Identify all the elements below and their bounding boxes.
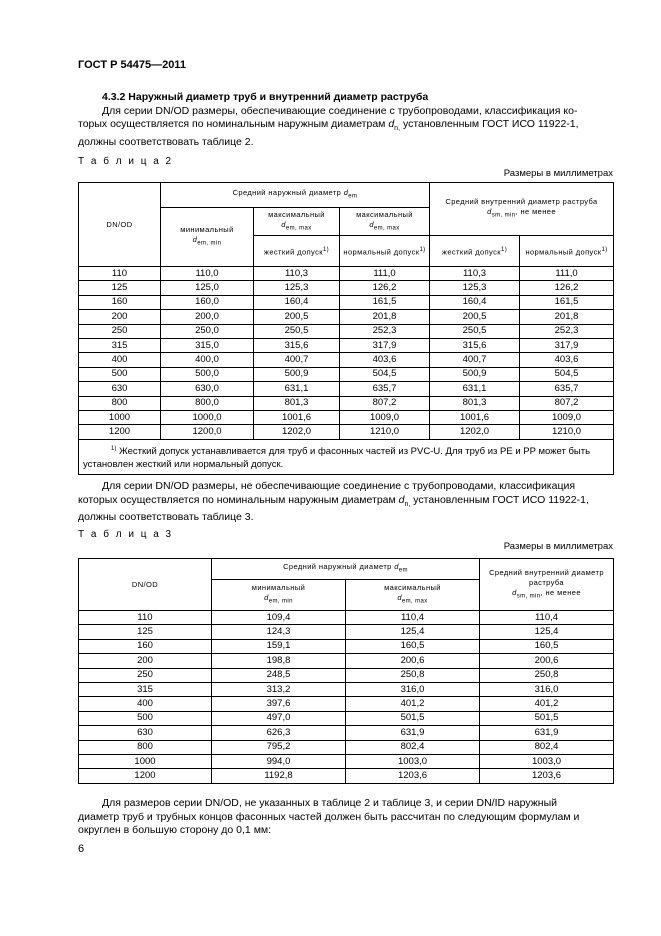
cell-value: 1210,0 bbox=[520, 425, 614, 439]
cell-value: 795,2 bbox=[212, 740, 346, 754]
cell-value: 400,7 bbox=[254, 353, 340, 367]
header-inner-diameter: Средний внутренний диаметр раструба $d_{sm, min}$, не менее bbox=[480, 559, 614, 611]
cell-dnod: 400 bbox=[79, 697, 212, 711]
header-rigid-tolerance-socket: жесткий допуск$^{1)}$ bbox=[430, 236, 520, 267]
cell-value: 200,5 bbox=[254, 310, 340, 324]
cell-value: 126,2 bbox=[340, 281, 430, 295]
cell-dnod: 500 bbox=[79, 367, 161, 381]
cell-value: 500,9 bbox=[254, 367, 340, 381]
cell-value: 401,2 bbox=[346, 697, 480, 711]
cell-dnod: 125 bbox=[79, 625, 212, 639]
cell-dnod: 800 bbox=[79, 740, 212, 754]
cell-dnod: 315 bbox=[79, 338, 161, 352]
cell-value: 630,0 bbox=[161, 382, 254, 396]
table2-footnote: $^{1)}$ Жесткий допуск устанавливается для труб и фасонных частей из PVC-U. Для труб из PE и PP может быть установлен жесткий или нормальный допуск. bbox=[79, 439, 614, 474]
cell-value: 1003,0 bbox=[346, 754, 480, 768]
cell-value: 161,5 bbox=[520, 295, 614, 309]
cell-value: 500,9 bbox=[430, 367, 520, 381]
cell-value: 1192,8 bbox=[212, 769, 346, 783]
cell-dnod: 1200 bbox=[79, 769, 212, 783]
cell-value: 201,8 bbox=[340, 310, 430, 324]
cell-dnod: 1000 bbox=[79, 754, 212, 768]
cell-value: 1001,6 bbox=[254, 410, 340, 424]
cell-value: 317,9 bbox=[340, 338, 430, 352]
table-row bbox=[79, 310, 614, 324]
table-row bbox=[79, 267, 614, 281]
cell-value: 110,3 bbox=[430, 267, 520, 281]
header-max: максимальный $d_{em, max}$ bbox=[346, 580, 480, 611]
cell-value: 200,0 bbox=[161, 310, 254, 324]
section-heading: 4.3.2 Наружный диаметр труб и внутренний диаметр раструба bbox=[102, 91, 429, 103]
paragraph-2 bbox=[78, 480, 613, 525]
table-row bbox=[79, 281, 614, 295]
cell-value: 110,4 bbox=[480, 611, 614, 625]
cell-value: 252,3 bbox=[340, 324, 430, 338]
cell-value: 160,5 bbox=[480, 639, 614, 653]
table-row bbox=[79, 353, 614, 367]
table-row bbox=[79, 726, 614, 740]
header-outer-diameter: Средний наружный диаметр $d_{em}$ bbox=[212, 559, 480, 580]
cell-dnod: 110 bbox=[79, 267, 161, 281]
table-row bbox=[79, 668, 614, 682]
table-row bbox=[79, 382, 614, 396]
table-3 bbox=[78, 558, 614, 784]
cell-value: 397,6 bbox=[212, 697, 346, 711]
cell-value: 807,2 bbox=[340, 396, 430, 410]
table-row bbox=[79, 711, 614, 725]
text-fragment: установленным ГОСТ ИСО 11922-1, bbox=[413, 493, 589, 506]
cell-value: 250,5 bbox=[430, 324, 520, 338]
cell-dnod: 160 bbox=[79, 295, 161, 309]
table-row bbox=[79, 611, 614, 625]
table-row bbox=[79, 754, 614, 768]
cell-value: 1009,0 bbox=[340, 410, 430, 424]
table3-caption: Т а б л и ц а 3 bbox=[78, 529, 174, 540]
cell-value: 403,6 bbox=[520, 353, 614, 367]
paragraph-line: Для серии DN/OD размеры, не обеспечивающие соединение с трубопроводами, классификация bbox=[102, 480, 576, 492]
cell-dnod: 500 bbox=[79, 711, 212, 725]
cell-value: 250,5 bbox=[254, 324, 340, 338]
table-row bbox=[79, 740, 614, 754]
cell-value: 252,3 bbox=[520, 324, 614, 338]
paragraph-line bbox=[78, 494, 613, 512]
cell-value: 315,0 bbox=[161, 338, 254, 352]
cell-value: 125,3 bbox=[430, 281, 520, 295]
cell-value: 125,3 bbox=[254, 281, 340, 295]
table-row bbox=[79, 425, 614, 439]
cell-value: 201,8 bbox=[520, 310, 614, 324]
table-row bbox=[79, 682, 614, 696]
cell-value: 200,6 bbox=[346, 654, 480, 668]
cell-value: 631,1 bbox=[254, 382, 340, 396]
paragraph-line: Для серии DN/OD размеры, обеспечивающие соединение с трубопроводами, классификация ко- bbox=[102, 104, 578, 117]
cell-value: 1001,6 bbox=[430, 410, 520, 424]
cell-value: 631,9 bbox=[346, 726, 480, 740]
table-row bbox=[79, 654, 614, 668]
cell-value: 501,5 bbox=[346, 711, 480, 725]
cell-value: 111,0 bbox=[340, 267, 430, 281]
cell-value: 400,7 bbox=[430, 353, 520, 367]
cell-value: 801,3 bbox=[430, 396, 520, 410]
cell-value: 1202,0 bbox=[430, 425, 520, 439]
header-min: минимальный $d_{em, min}$ bbox=[161, 208, 254, 267]
cell-value: 317,9 bbox=[520, 338, 614, 352]
cell-value: 800,0 bbox=[161, 396, 254, 410]
table-row bbox=[79, 697, 614, 711]
cell-value: 125,4 bbox=[346, 625, 480, 639]
text-fragment: которых осуществляется по номинальным наружным диаметрам bbox=[78, 493, 396, 506]
cell-value: 109,4 bbox=[212, 611, 346, 625]
header-normal-tolerance: нормальный допуск$^{1)}$ bbox=[340, 236, 430, 267]
cell-value: 313,2 bbox=[212, 682, 346, 696]
paragraph-line: Для размеров серии DN/OD, не указанных в таблице 2 и таблице 3, и серии DN/ID наружный bbox=[102, 797, 557, 809]
paragraph-line bbox=[78, 118, 613, 136]
header-max-rigid: максимальный $d_{em, max}$ bbox=[254, 208, 340, 236]
cell-dnod: 200 bbox=[79, 310, 161, 324]
table-2 bbox=[78, 182, 614, 475]
cell-value: 626,3 bbox=[212, 726, 346, 740]
header-outer-diameter: Средний наружный диаметр $d_{em}$ bbox=[161, 183, 430, 208]
cell-value: 111,0 bbox=[520, 267, 614, 281]
table-row bbox=[79, 396, 614, 410]
cell-value: 200,6 bbox=[480, 654, 614, 668]
cell-value: 160,5 bbox=[346, 639, 480, 653]
cell-dnod: 630 bbox=[79, 382, 161, 396]
cell-value: 160,4 bbox=[430, 295, 520, 309]
cell-value: 504,5 bbox=[520, 367, 614, 381]
header-min: минимальный $d_{em, min}$ bbox=[212, 580, 346, 611]
document-code: ГОСТ Р 54475—2011 bbox=[78, 59, 186, 71]
table-row bbox=[79, 324, 614, 338]
cell-value: 316,0 bbox=[346, 682, 480, 696]
cell-value: 161,5 bbox=[340, 295, 430, 309]
cell-value: 1203,6 bbox=[346, 769, 480, 783]
paragraph-line: диаметр труб и трубных концов фасонных частей должен быть рассчитан по следующим формулам и bbox=[78, 810, 580, 823]
table-row bbox=[79, 625, 614, 639]
header-max-normal: максимальный $d_{em, max}$ bbox=[340, 208, 430, 236]
cell-value: 401,2 bbox=[480, 697, 614, 711]
cell-value: 110,3 bbox=[254, 267, 340, 281]
header-dnod: DN/OD bbox=[79, 183, 161, 267]
cell-dnod: 200 bbox=[79, 654, 212, 668]
table2-units: Размеры в миллиметрах bbox=[503, 168, 613, 179]
cell-value: 248,5 bbox=[212, 668, 346, 682]
cell-value: 1203,6 bbox=[480, 769, 614, 783]
text-fragment: установленным ГОСТ ИСО 11922-1, bbox=[402, 118, 579, 130]
cell-value: 250,8 bbox=[480, 668, 614, 682]
header-inner-diameter: Средний внутренний диаметр раструба $d_{sm, min}$, не менее bbox=[430, 183, 614, 236]
table-row bbox=[79, 367, 614, 381]
symbol: d bbox=[398, 493, 405, 506]
cell-value: 635,7 bbox=[340, 382, 430, 396]
cell-value: 160,4 bbox=[254, 295, 340, 309]
cell-value: 315,6 bbox=[430, 338, 520, 352]
cell-dnod: 250 bbox=[79, 668, 212, 682]
symbol-subscript: n, bbox=[404, 500, 411, 508]
cell-value: 403,6 bbox=[340, 353, 430, 367]
cell-value: 316,0 bbox=[480, 682, 614, 696]
cell-value: 497,0 bbox=[212, 711, 346, 725]
page-number: 6 bbox=[78, 843, 85, 855]
table-row bbox=[79, 769, 614, 783]
cell-value: 110,0 bbox=[161, 267, 254, 281]
cell-value: 315,6 bbox=[254, 338, 340, 352]
cell-dnod: 400 bbox=[79, 353, 161, 367]
cell-value: 160,0 bbox=[161, 295, 254, 309]
cell-value: 631,1 bbox=[430, 382, 520, 396]
header-rigid-tolerance: жесткий допуск$^{1)}$ bbox=[254, 236, 340, 267]
cell-value: 501,5 bbox=[480, 711, 614, 725]
cell-value: 159,1 bbox=[212, 639, 346, 653]
symbol: d bbox=[388, 118, 395, 130]
cell-value: 1210,0 bbox=[340, 425, 430, 439]
table-row bbox=[79, 295, 614, 309]
paragraph-line: округлен в большую сторону до 0,1 мм: bbox=[78, 824, 272, 836]
section-block bbox=[78, 91, 613, 149]
cell-value: 250,0 bbox=[161, 324, 254, 338]
cell-value: 504,5 bbox=[340, 367, 430, 381]
cell-value: 994,0 bbox=[212, 754, 346, 768]
paragraph-line: должны соответствовать таблице 3. bbox=[78, 511, 254, 524]
cell-value: 802,4 bbox=[480, 740, 614, 754]
cell-value: 500,0 bbox=[161, 367, 254, 381]
text-fragment: торых осуществляется по номинальным наружным диаметрам bbox=[78, 118, 386, 130]
cell-value: 124,3 bbox=[212, 625, 346, 639]
cell-value: 631,9 bbox=[480, 726, 614, 740]
table3-units: Размеры в миллиметрах bbox=[503, 541, 613, 552]
cell-value: 1202,0 bbox=[254, 425, 340, 439]
cell-value: 125,4 bbox=[480, 625, 614, 639]
cell-value: 807,2 bbox=[520, 396, 614, 410]
cell-value: 125,0 bbox=[161, 281, 254, 295]
cell-dnod: 315 bbox=[79, 682, 212, 696]
cell-value: 250,8 bbox=[346, 668, 480, 682]
table-row bbox=[79, 338, 614, 352]
table-row bbox=[79, 410, 614, 424]
paragraph-line: должны соответствовать таблице 2. bbox=[78, 135, 254, 148]
table-row bbox=[79, 639, 614, 653]
cell-value: 126,2 bbox=[520, 281, 614, 295]
cell-value: 1009,0 bbox=[520, 410, 614, 424]
cell-value: 801,3 bbox=[254, 396, 340, 410]
header-dnod: DN/OD bbox=[79, 559, 212, 611]
cell-dnod: 160 bbox=[79, 639, 212, 653]
symbol-subscript: n, bbox=[394, 125, 401, 133]
cell-value: 1000,0 bbox=[161, 410, 254, 424]
cell-value: 400,0 bbox=[161, 353, 254, 367]
cell-value: 110,4 bbox=[346, 611, 480, 625]
cell-dnod: 630 bbox=[79, 726, 212, 740]
cell-dnod: 250 bbox=[79, 324, 161, 338]
cell-dnod: 1000 bbox=[79, 410, 161, 424]
paragraph-3 bbox=[78, 797, 613, 838]
cell-value: 802,4 bbox=[346, 740, 480, 754]
cell-dnod: 125 bbox=[79, 281, 161, 295]
cell-dnod: 110 bbox=[79, 611, 212, 625]
cell-value: 1200,0 bbox=[161, 425, 254, 439]
cell-value: 200,5 bbox=[430, 310, 520, 324]
cell-value: 198,8 bbox=[212, 654, 346, 668]
cell-dnod: 1200 bbox=[79, 425, 161, 439]
cell-value: 1003,0 bbox=[480, 754, 614, 768]
cell-value: 635,7 bbox=[520, 382, 614, 396]
table2-caption: Т а б л и ц а 2 bbox=[78, 156, 174, 167]
header-normal-tolerance-socket: нормальный допуск$^{1)}$ bbox=[520, 236, 614, 267]
cell-dnod: 800 bbox=[79, 396, 161, 410]
